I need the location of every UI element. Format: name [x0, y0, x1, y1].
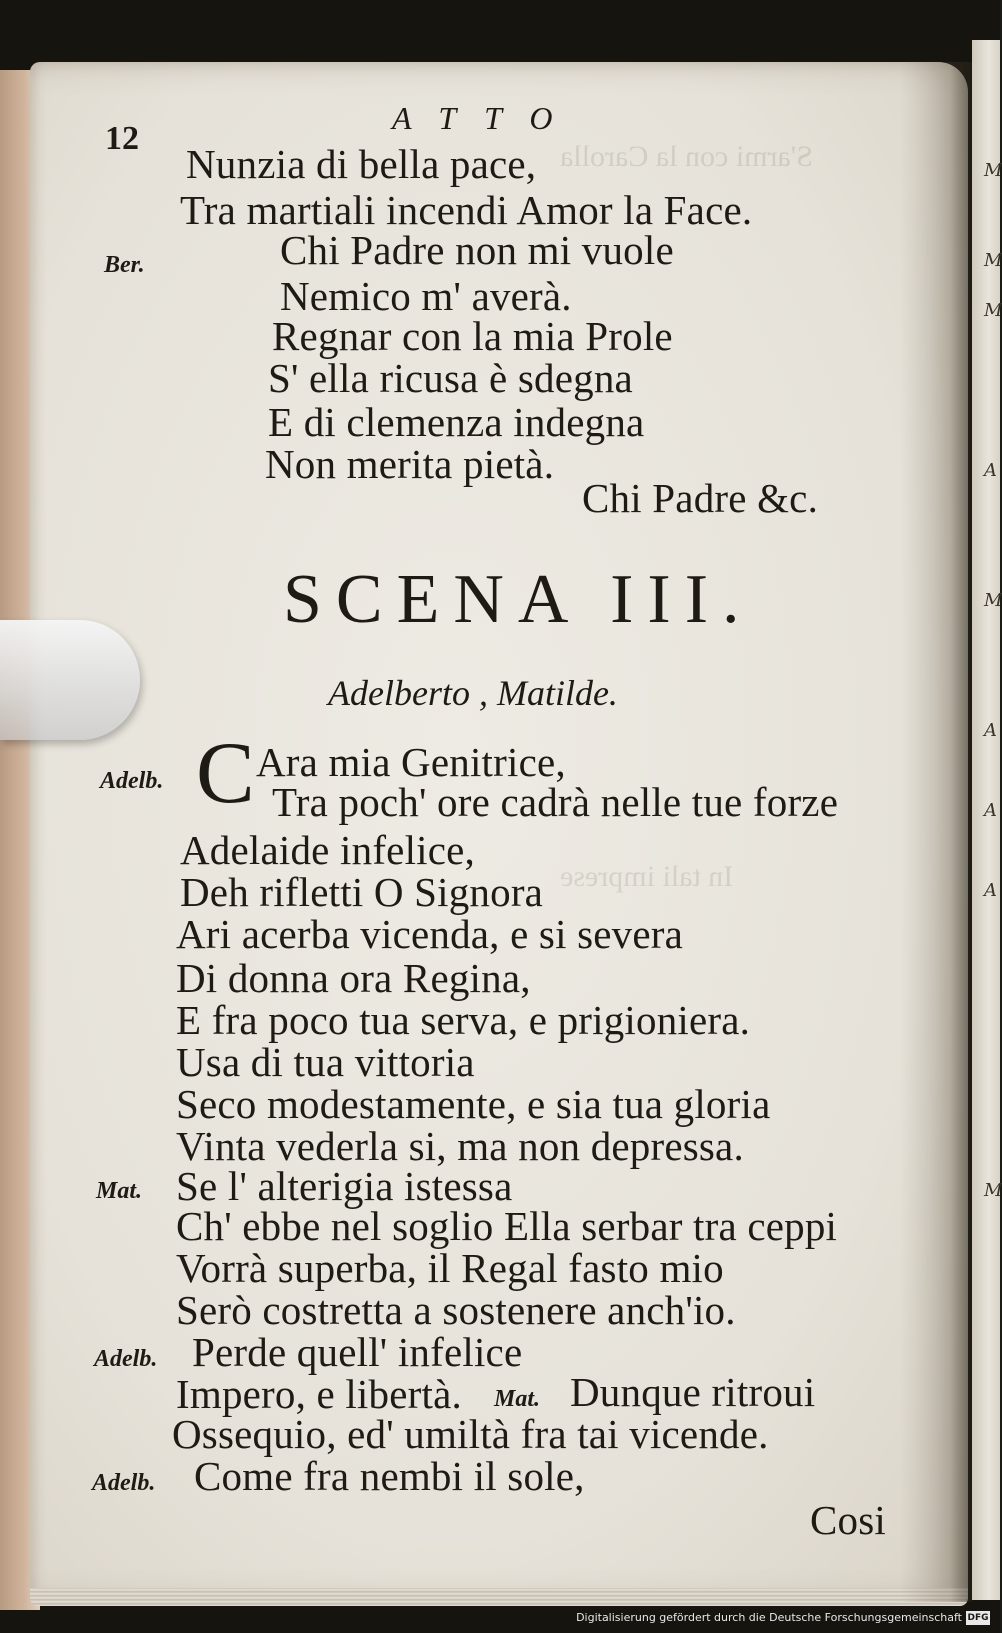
verse-line: Impero, e libertà.	[176, 1371, 462, 1417]
verse-line: Vorrà superba, il Regal fasto mio	[176, 1245, 724, 1291]
drop-capital: C	[196, 725, 255, 822]
verse-line: Non merita pietà.	[265, 441, 555, 487]
verse-line: E di clemenza indegna	[268, 399, 645, 445]
speaker-label: Adelb.	[92, 1470, 156, 1496]
verse-line: Ara mia Genitrice,	[256, 739, 566, 785]
running-head: ATTO	[392, 100, 581, 136]
verse-line: Ch' ebbe nel soglio Ella serbar tra ceppi	[176, 1203, 838, 1249]
verse-line: Nunzia di bella pace,	[186, 141, 537, 187]
bleed-through-text: S'armi con la Carolla	[560, 140, 813, 173]
page-number: 12	[105, 120, 139, 157]
verse-line: Ossequio, ed' umiltà fra tai vicende.	[172, 1411, 769, 1457]
speaker-label: Ber.	[104, 252, 145, 278]
verse-line: Come fra nembi il sole,	[194, 1453, 585, 1499]
verse-line: Regnar con la mia Prole	[272, 313, 673, 359]
verse-line: Chi Padre non mi vuole	[280, 227, 674, 273]
catchword: Cosi	[810, 1497, 886, 1543]
bleed-through-text: In tali imprese	[560, 860, 734, 893]
verse-line: Perde quell' infelice	[192, 1329, 523, 1375]
verse-line: Se l' alterigia istessa	[176, 1163, 513, 1209]
page-clip	[0, 620, 140, 740]
verse-line: Deh rifletti O Signora	[180, 869, 544, 915]
verse-line: Di donna ora Regina,	[176, 955, 531, 1001]
scene-characters: Adelberto , Matilde.	[328, 673, 618, 713]
dfg-logo: DFG	[967, 1613, 989, 1623]
page-edges	[30, 1588, 968, 1606]
speaker-label: Mat.	[494, 1386, 541, 1412]
verse-line: Tra martiali incendi Amor la Face.	[180, 187, 753, 233]
verse-line: Nemico m' averà.	[280, 273, 572, 319]
verse-line: S' ella ricusa è sdegna	[268, 355, 633, 401]
verse-line-refrain: Chi Padre &c.	[582, 475, 819, 521]
verse-line: E fra poco tua serva, e prigioniera.	[176, 997, 751, 1043]
scene-heading: SCENA III.	[283, 561, 754, 638]
facing-page-letters: M M M A M A A A M	[984, 160, 1002, 1201]
verse-line: Dunque ritroui	[570, 1369, 816, 1415]
verse-line: Usa di tua vittoria	[176, 1039, 475, 1085]
spine-shadow	[900, 62, 972, 1602]
verse-line: Tra poch' ore cadrà nelle tue forze	[272, 779, 839, 825]
digitization-credit: Digitalisierung gefördert durch die Deutsche Forschungsgemeinschaft	[576, 1611, 962, 1624]
speaker-label: Adelb.	[94, 1346, 158, 1372]
verse-line: Ari acerba vicenda, e si severa	[176, 911, 684, 957]
verse-line: Seco modestamente, e sia tua gloria	[176, 1081, 771, 1127]
speaker-label: Mat.	[96, 1178, 143, 1204]
speaker-label: Adelb.	[100, 768, 164, 794]
verse-line: Adelaide infelice,	[180, 827, 476, 873]
verse-line: Vinta vederla si, ma non depressa.	[176, 1123, 744, 1169]
verse-line: Serò costretta a sostenere anch'io.	[176, 1287, 736, 1333]
